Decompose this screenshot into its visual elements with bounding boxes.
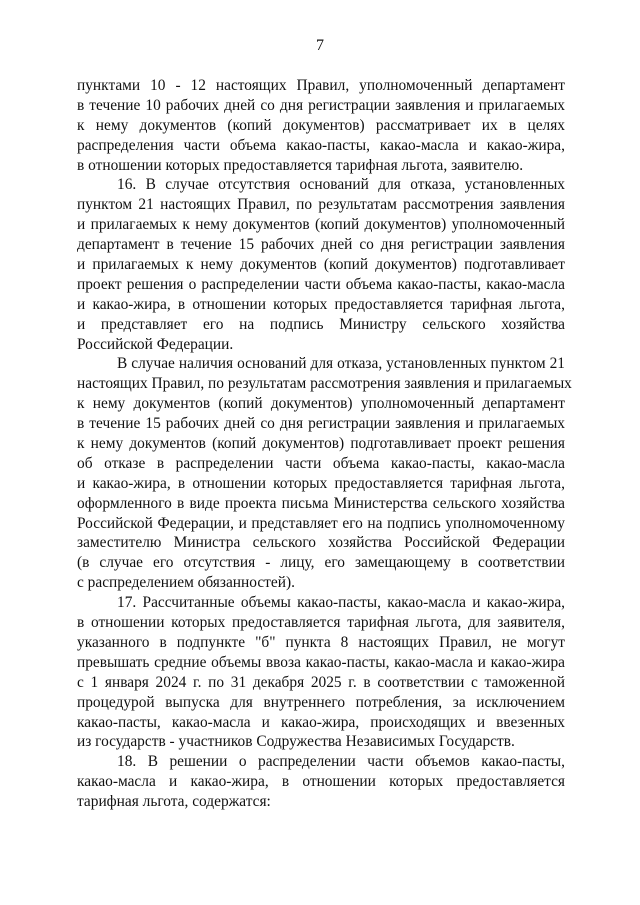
text-line: в отношении которых предоставляется тарифная льгота, для заявителя, <box>77 614 565 632</box>
text-line: (в случае его отсутствия - лицу, его замещающему в соответствии <box>77 554 565 572</box>
text-line: превышать средние объемы ввоза какао-пасты, какао-масла и какао-жира <box>77 653 565 671</box>
text-line: об отказе в распределении части объема какао-пасты, какао-масла <box>77 454 565 472</box>
text-line: Российской Федерации, и представляет его на подпись уполномоченному <box>77 514 565 532</box>
text-line: в течение 10 рабочих дней со дня регистрации заявления и прилагаемых <box>77 96 565 114</box>
text-line: В случае наличия оснований для отказа, установленных пунктом 21 <box>117 355 565 373</box>
text-line: проект решения о распределении части объема какао-пасты, какао-масла <box>77 275 565 293</box>
text-line: процедурой выпуска для внутреннего потребления, за исключением <box>77 693 565 711</box>
page-number: 7 <box>316 37 324 54</box>
text-line: и представляет его на подпись Министру сельского хозяйства <box>77 315 565 333</box>
text-line: с 1 января 2024 г. по 31 декабря 2025 г. в соответствии с таможенной <box>77 673 565 691</box>
text-line: тарифная льгота, содержатся: <box>77 793 271 811</box>
text-line: и какао-жира, в отношении которых предоставляется тарифная льгота, <box>77 295 565 313</box>
text-line: распределения части объема какао-пасты, какао-масла и какао-жира, <box>77 136 565 154</box>
text-line: и прилагаемых к нему документов (копий документов) подготавливает <box>77 256 565 274</box>
text-line: и какао-жира, в отношении которых предоставляется тарифная льгота, <box>77 474 565 492</box>
text-line: департамент в течение 15 рабочих дней со дня регистрации заявления <box>77 236 565 254</box>
text-line: оформленного в виде проекта письма Министерства сельского хозяйства <box>77 494 565 512</box>
text-line: пунктами 10 - 12 настоящих Правил, уполномоченный департамент <box>77 77 565 94</box>
text-line: 16. В случае отсутствия оснований для отказа, установленных <box>117 176 565 194</box>
text-line: с распределением обязанностей). <box>77 574 295 592</box>
text-line: настоящих Правил, по результатам рассмотрения заявления и прилагаемых <box>77 375 572 393</box>
text-line: и прилагаемых к нему документов (копий документов) уполномоченный <box>77 216 565 234</box>
text-line: в отношении которых предоставляется тарифная льгота, заявителю. <box>77 156 524 174</box>
text-line: Российской Федерации. <box>77 335 234 353</box>
text-line: указанного в подпункте "б" пункта 8 настоящих Правил, не могут <box>77 633 565 651</box>
text-line: в течение 15 рабочих дней со дня регистрации заявления и прилагаемых <box>77 415 565 433</box>
text-line: какао-пасты, какао-масла и какао-жира, происходящих и ввезенных <box>77 713 565 731</box>
text-line: заместителю Министра сельского хозяйства Российской Федерации <box>77 534 565 552</box>
document-body <box>77 76 572 812</box>
text-line: из государств - участников Содружества Независимых Государств. <box>77 733 515 751</box>
text-line: к нему документов (копий документов) рассматривает их в целях <box>77 116 565 134</box>
text-line: какао-масла и какао-жира, в отношении которых предоставляется <box>77 773 565 791</box>
text-line: 17. Рассчитанные объемы какао-пасты, какао-масла и какао-жира, <box>117 594 565 612</box>
text-line: к нему документов (копий документов) уполномоченный департамент <box>77 395 565 413</box>
text-line: 18. В решении о распределении части объемов какао-пасты, <box>117 753 565 771</box>
text-line: к нему документов (копий документов) подготавливает проект решения <box>77 435 565 453</box>
text-line: пунктом 21 настоящих Правил, по результатам рассмотрения заявления <box>77 196 565 214</box>
